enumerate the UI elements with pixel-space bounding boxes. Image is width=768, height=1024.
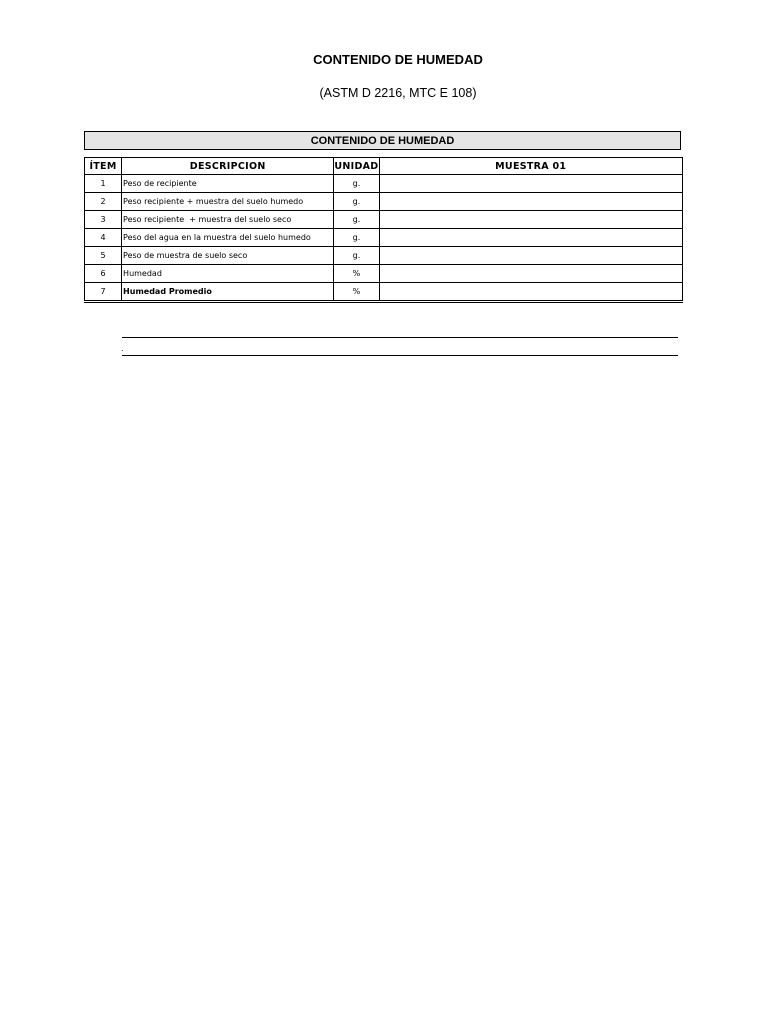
row-item: 7 [85, 283, 122, 302]
document-subtitle: (ASTM D 2216, MTC E 108) [319, 86, 477, 100]
table-row [85, 175, 683, 193]
row-description: Humedad [122, 265, 334, 283]
row-description: Humedad Promedio [122, 283, 334, 302]
row-item: 1 [85, 175, 122, 193]
row-description: Peso recipiente + muestra del suelo seco [122, 211, 334, 229]
row-muestra-01-cell[interactable] [379, 175, 682, 193]
row-unit: g. [334, 247, 379, 265]
row-unit: % [334, 283, 379, 302]
row-item: 5 [85, 247, 122, 265]
row-muestra-01-cell[interactable] [379, 265, 682, 283]
row-unit: g. [334, 211, 379, 229]
row-item: 3 [85, 211, 122, 229]
row-unit: g. [334, 175, 379, 193]
row-muestra-01-cell[interactable] [379, 193, 682, 211]
header-muestra-01: MUESTRA 01 [379, 158, 682, 175]
moisture-content-table [84, 157, 683, 303]
table-row [85, 211, 683, 229]
row-description: Peso de muestra de suelo seco [122, 247, 334, 265]
row-muestra-01-cell[interactable] [379, 211, 682, 229]
row-description: Peso de recipiente [122, 175, 334, 193]
section-header: CONTENIDO DE HUMEDAD [84, 131, 681, 150]
row-muestra-01-cell[interactable] [379, 283, 682, 302]
header-description: DESCRIPCION [122, 158, 334, 175]
header-unit: UNIDAD [334, 158, 379, 175]
signature-dot: . [121, 343, 124, 353]
signature-line [122, 337, 678, 338]
document-title: CONTENIDO DE HUMEDAD [313, 52, 483, 67]
table-row [85, 229, 683, 247]
row-unit: g. [334, 229, 379, 247]
table-header-row [85, 158, 683, 175]
table-row [85, 193, 683, 211]
header-item: ÍTEM [85, 158, 122, 175]
signature-line [122, 355, 678, 356]
table-row [85, 247, 683, 265]
table-row [85, 265, 683, 283]
row-item: 6 [85, 265, 122, 283]
row-description: Peso recipiente + muestra del suelo humedo [122, 193, 334, 211]
row-unit: g. [334, 193, 379, 211]
row-muestra-01-cell[interactable] [379, 247, 682, 265]
row-description: Peso del agua en la muestra del suelo humedo [122, 229, 334, 247]
row-item: 4 [85, 229, 122, 247]
row-muestra-01-cell[interactable] [379, 229, 682, 247]
row-item: 2 [85, 193, 122, 211]
row-unit: % [334, 265, 379, 283]
table-row [85, 283, 683, 302]
